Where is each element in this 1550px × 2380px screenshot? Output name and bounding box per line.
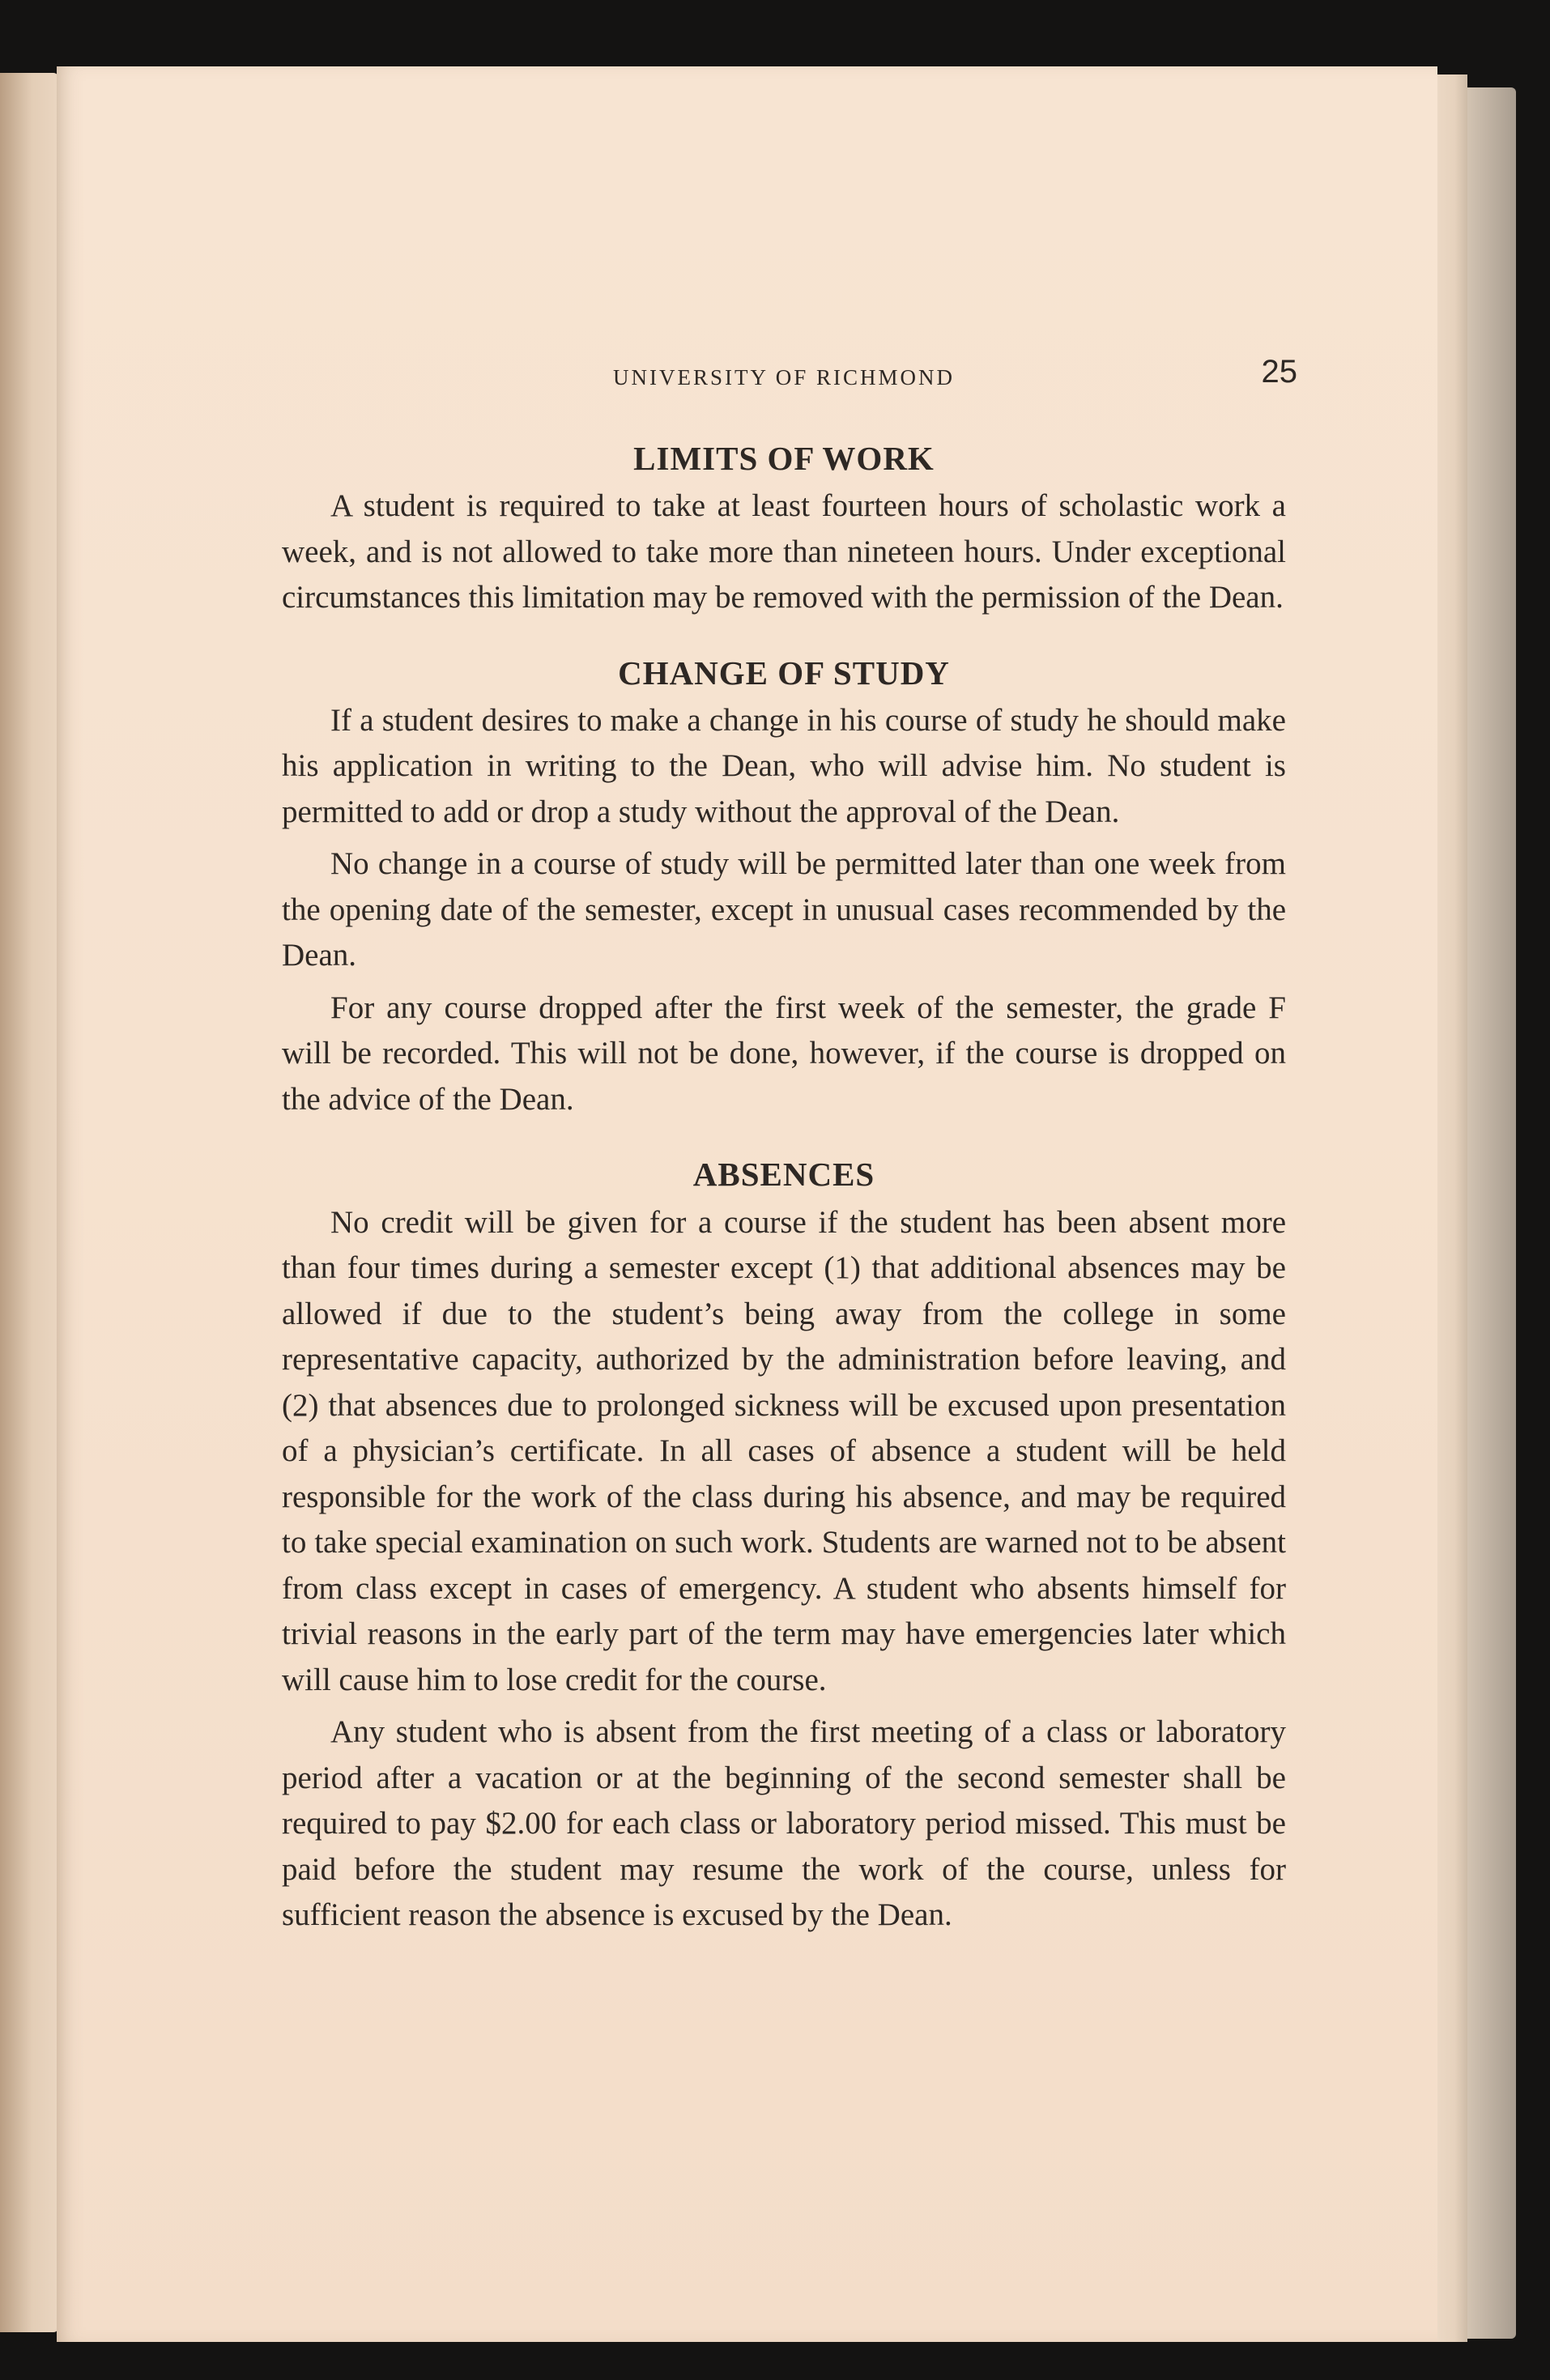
facing-page-edge <box>0 73 58 2332</box>
paragraph: No change in a course of study will be permitted later than one week from the opening date of the semester, except in unusual cases recommended by the Dean. <box>282 846 1286 973</box>
book-page <box>57 66 1437 2342</box>
paragraph: If a student desires to make a change in his course of study he should make his application in writing to the Dean, who will advise him. No student is permitted to add or drop a study without the approval of the Dean. <box>282 702 1286 829</box>
text-block <box>282 354 1297 1939</box>
heading-change-of-study: CHANGE OF STUDY <box>618 654 950 692</box>
paragraph: No credit will be given for a course if the student has been absent more than four times during a semester except (1) that additional absences may be allowed if due to the student’s being away from the college in some representative capacity, authorized by the administration before leaving, and (2) that absences due to prolonged sickness will be excused upon presentation of a physician’s certificate. In all cases of absence a student will be held responsible for the work of the class during his absence, and may be required to take special examination on such work. Students are warned not to be absent from class except in cases of emergency. A student who absents himself for trivial reasons in the early part of the term may have emergencies later which will cause him to lose credit for the course. <box>282 1204 1286 1697</box>
heading-absences: ABSENCES <box>692 1156 875 1194</box>
paragraph: Any student who is absent from the first meeting of a class or laboratory period after a vacation or at the beginning of the second semester shall be required to pay $2.00 for each class or laboratory period missed. This must be paid before the student may resume the work of the course, unless for sufficient reason the absence is excused by the Dean. <box>282 1714 1286 1933</box>
paragraph: For any course dropped after the first week of the semester, the grade F will be recorded. This will not be done, however, if the course is dropped on the advice of the Dean. <box>282 990 1286 1117</box>
page-number: 25 <box>1261 354 1297 390</box>
running-head <box>282 354 1297 402</box>
paragraph: A student is required to take at least fourteen hours of scholastic work a week, and is not allowed to take more than nineteen hours. Under exceptional circumstances this limitation may be removed with the permission of the Dean. <box>282 488 1286 615</box>
running-title: UNIVERSITY OF RICHMOND <box>612 365 955 390</box>
heading-limits-of-work: LIMITS OF WORK <box>633 440 935 477</box>
